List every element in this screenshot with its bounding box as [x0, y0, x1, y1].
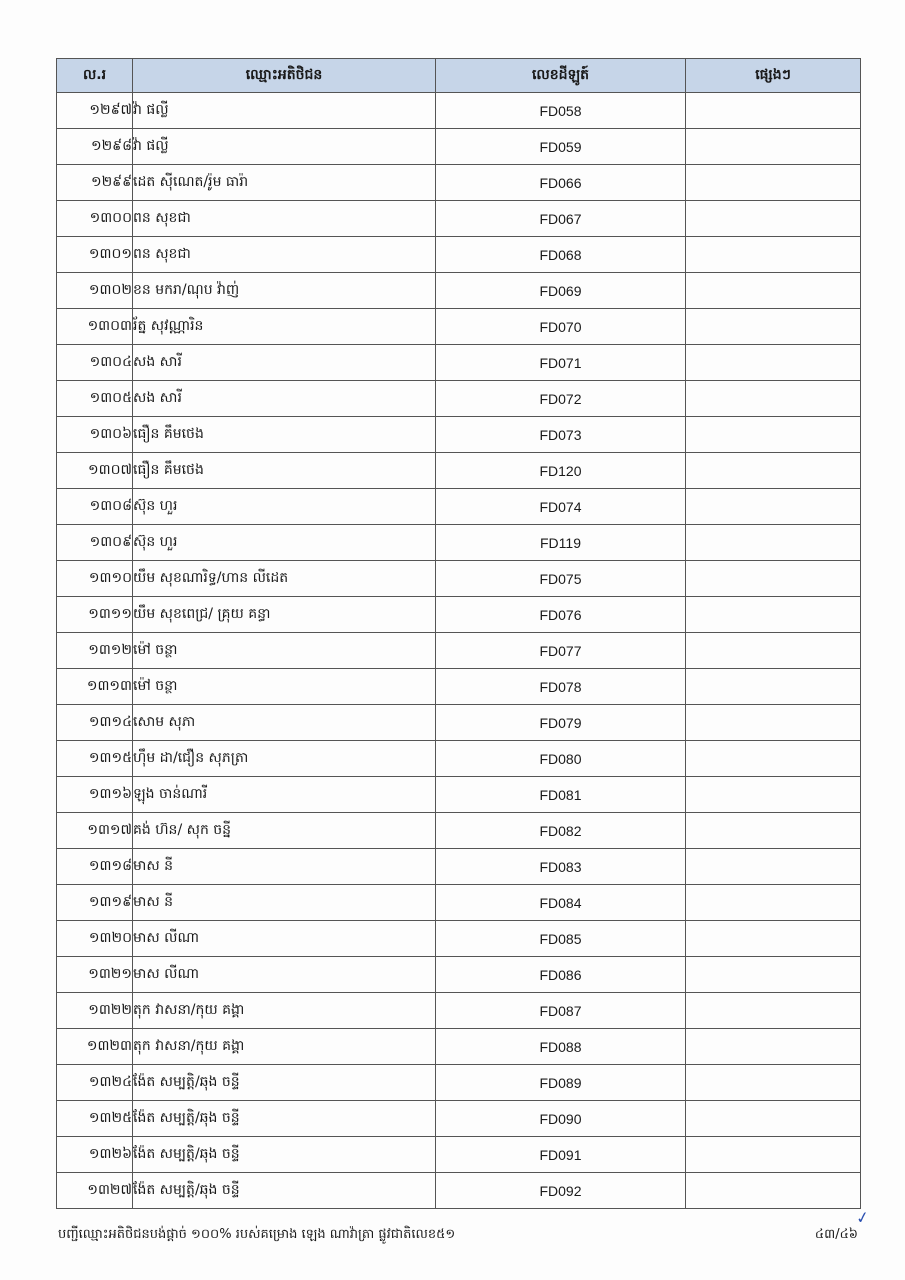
lot-code: FD092: [436, 1173, 686, 1209]
lot-code: FD059: [436, 129, 686, 165]
table-row: [57, 165, 861, 201]
row-number: ១៣០៤: [57, 345, 133, 381]
table-row: [57, 705, 861, 741]
row-number: ១៣១២: [57, 633, 133, 669]
footer-caption: បញ្ជីឈ្មោះអតិថិជនបង់ផ្តាច់ ១០០% របស់គម្រោង ឡេង ណាវ៉ាត្រា ផ្លូវជាតិលេខ៥១: [58, 1227, 456, 1242]
customer-name: តុក វាសនា/កុយ គង្គា: [133, 993, 436, 1029]
row-number: ១៣១៧: [57, 813, 133, 849]
table-row: [57, 525, 861, 561]
lot-code: FD088: [436, 1029, 686, 1065]
lot-code: FD120: [436, 453, 686, 489]
table-row: [57, 561, 861, 597]
row-number: ១៣១០: [57, 561, 133, 597]
table-row: [57, 813, 861, 849]
customer-name: ង៉ែត សម្បត្តិ/ឆុង ចន្ទី: [133, 1173, 436, 1209]
lot-code: FD119: [436, 525, 686, 561]
row-number: ១៣០៩: [57, 525, 133, 561]
row-number: ១៣១៦: [57, 777, 133, 813]
lot-code: FD081: [436, 777, 686, 813]
table-row: [57, 921, 861, 957]
other-note: [686, 1029, 861, 1065]
other-note: [686, 1065, 861, 1101]
customer-name: រ័ត្ន សុវណ្ណារិន: [133, 309, 436, 345]
row-number: ១២៩៨: [57, 129, 133, 165]
header-number: ល.រ: [57, 59, 133, 93]
row-number: ១៣០៥: [57, 381, 133, 417]
other-note: [686, 633, 861, 669]
lot-code: FD085: [436, 921, 686, 957]
table-row: [57, 777, 861, 813]
customer-name: ម៉ៅ ចន្ថា: [133, 633, 436, 669]
customer-name: ពន សុខជា: [133, 237, 436, 273]
lot-code: FD090: [436, 1101, 686, 1137]
other-note: [686, 669, 861, 705]
row-number: ១៣២៤: [57, 1065, 133, 1101]
lot-code: FD087: [436, 993, 686, 1029]
row-number: ១៣២៧: [57, 1173, 133, 1209]
header-customer-name: ឈ្មោះអតិថិជន: [133, 59, 436, 93]
customer-name: ខន មករា/ណុប វ៉ាញ់: [133, 273, 436, 309]
other-note: [686, 381, 861, 417]
row-number: ១៣០៨: [57, 489, 133, 525]
lot-code: FD073: [436, 417, 686, 453]
other-note: [686, 1173, 861, 1209]
row-number: ១៣២០: [57, 921, 133, 957]
customer-name: ហ៊ឹម ដា/ជឿន សុភត្រា: [133, 741, 436, 777]
lot-code: FD075: [436, 561, 686, 597]
check-mark-icon: ✓: [854, 1206, 871, 1229]
other-note: [686, 165, 861, 201]
row-number: ១៣២៦: [57, 1137, 133, 1173]
other-note: [686, 777, 861, 813]
table-header-row: [57, 59, 861, 93]
customer-name: ស៊ុន ហួរ: [133, 489, 436, 525]
other-note: [686, 849, 861, 885]
row-number: ១៣០២: [57, 273, 133, 309]
page-footer: [58, 1226, 858, 1246]
customer-name: ង៉ែត សម្បត្តិ/ឆុង ចន្ទី: [133, 1065, 436, 1101]
table-row: [57, 597, 861, 633]
row-number: ១៣២៣: [57, 1029, 133, 1065]
table-row: [57, 93, 861, 129]
other-note: [686, 453, 861, 489]
lot-code: FD083: [436, 849, 686, 885]
row-number: ១២៩៧: [57, 93, 133, 129]
table-row: [57, 993, 861, 1029]
table-row: [57, 741, 861, 777]
customer-name: ឡុង ចាន់ណារី: [133, 777, 436, 813]
table-row: [57, 1173, 861, 1209]
header-other: ផ្សេងៗ: [686, 59, 861, 93]
row-number: ១៣២១: [57, 957, 133, 993]
row-number: ១៣១៥: [57, 741, 133, 777]
customer-name: វ៉ា ផល្លី: [133, 129, 436, 165]
other-note: [686, 597, 861, 633]
lot-code: FD091: [436, 1137, 686, 1173]
lot-code: FD079: [436, 705, 686, 741]
lot-code: FD067: [436, 201, 686, 237]
other-note: [686, 273, 861, 309]
row-number: ១៣១៣: [57, 669, 133, 705]
lot-code: FD072: [436, 381, 686, 417]
table-row: [57, 1137, 861, 1173]
other-note: [686, 525, 861, 561]
lot-code: FD080: [436, 741, 686, 777]
customer-name: ពន សុខជា: [133, 201, 436, 237]
lot-code: FD078: [436, 669, 686, 705]
table-row: [57, 885, 861, 921]
lot-code: FD089: [436, 1065, 686, 1101]
lot-code: FD082: [436, 813, 686, 849]
lot-code: FD068: [436, 237, 686, 273]
customer-name: ង៉ែត សម្បត្តិ/ឆុង ចន្ទី: [133, 1101, 436, 1137]
table-row: [57, 1065, 861, 1101]
row-number: ១៣០០: [57, 201, 133, 237]
lot-code: FD077: [436, 633, 686, 669]
table-row: [57, 1029, 861, 1065]
lot-code: FD086: [436, 957, 686, 993]
other-note: [686, 705, 861, 741]
other-note: [686, 129, 861, 165]
customer-name: យឹម សុខពេជ្រ/ គ្រុយ គន្ធា: [133, 597, 436, 633]
table-row: [57, 345, 861, 381]
customer-name: យឹម សុខណារិទ្ធ/ហាន លីដេត: [133, 561, 436, 597]
other-note: [686, 957, 861, 993]
row-number: ១២៩៩: [57, 165, 133, 201]
other-note: [686, 489, 861, 525]
table-row: [57, 273, 861, 309]
lot-code: FD066: [436, 165, 686, 201]
other-note: [686, 1101, 861, 1137]
table-row: [57, 309, 861, 345]
table-row: [57, 237, 861, 273]
lot-code: FD069: [436, 273, 686, 309]
other-note: [686, 201, 861, 237]
customer-name: មាស នី: [133, 849, 436, 885]
customer-table: [56, 58, 861, 1209]
customer-name: សង សារី: [133, 381, 436, 417]
customer-name: ម៉ៅ ចន្ថា: [133, 669, 436, 705]
table-row: [57, 957, 861, 993]
other-note: [686, 813, 861, 849]
customer-name: ធឿន គឹមថេង: [133, 417, 436, 453]
customer-name: ង៉ែត សម្បត្តិ/ឆុង ចន្ទី: [133, 1137, 436, 1173]
other-note: [686, 417, 861, 453]
page-number: ៤៣/៤៦: [814, 1227, 858, 1242]
table-row: [57, 849, 861, 885]
other-note: [686, 993, 861, 1029]
table-row: [57, 381, 861, 417]
customer-name: ដេត ស៊ីណេត/រ៉ូម ធារ៉ា: [133, 165, 436, 201]
customer-name: មាស នី: [133, 885, 436, 921]
row-number: ១៣០១: [57, 237, 133, 273]
customer-name: សង សារី: [133, 345, 436, 381]
lot-code: FD058: [436, 93, 686, 129]
lot-code: FD084: [436, 885, 686, 921]
customer-name: មាស លីណា: [133, 921, 436, 957]
customer-name: មាស លីណា: [133, 957, 436, 993]
other-note: [686, 345, 861, 381]
row-number: ១៣១៨: [57, 849, 133, 885]
row-number: ១៣០៦: [57, 417, 133, 453]
row-number: ១៣២២: [57, 993, 133, 1029]
table-body: [57, 93, 861, 1209]
table-row: [57, 129, 861, 165]
other-note: [686, 237, 861, 273]
customer-name: វ៉ា ផល្លី: [133, 93, 436, 129]
table-row: [57, 633, 861, 669]
table-row: [57, 669, 861, 705]
other-note: [686, 561, 861, 597]
row-number: ១៣០៧: [57, 453, 133, 489]
row-number: ១៣១១: [57, 597, 133, 633]
row-number: ១៣១៤: [57, 705, 133, 741]
row-number: ១៣០៣: [57, 309, 133, 345]
table-row: [57, 201, 861, 237]
customer-name: សោម សុភា: [133, 705, 436, 741]
lot-code: FD070: [436, 309, 686, 345]
lot-code: FD074: [436, 489, 686, 525]
other-note: [686, 741, 861, 777]
other-note: [686, 93, 861, 129]
other-note: [686, 885, 861, 921]
other-note: [686, 921, 861, 957]
customer-name: ស៊ុន ហួរ: [133, 525, 436, 561]
table-row: [57, 417, 861, 453]
customer-name: ធឿន គឹមថេង: [133, 453, 436, 489]
header-lot-number: លេខដីឡូត៍: [436, 59, 686, 93]
lot-code: FD076: [436, 597, 686, 633]
customer-name: តុក វាសនា/កុយ គង្គា: [133, 1029, 436, 1065]
other-note: [686, 1137, 861, 1173]
lot-code: FD071: [436, 345, 686, 381]
table-row: [57, 453, 861, 489]
other-note: [686, 309, 861, 345]
row-number: ១៣២៥: [57, 1101, 133, 1137]
row-number: ១៣១៩: [57, 885, 133, 921]
customer-name: គង់ ហ៊ន/ សុក ចន្នី: [133, 813, 436, 849]
table-row: [57, 489, 861, 525]
table-row: [57, 1101, 861, 1137]
